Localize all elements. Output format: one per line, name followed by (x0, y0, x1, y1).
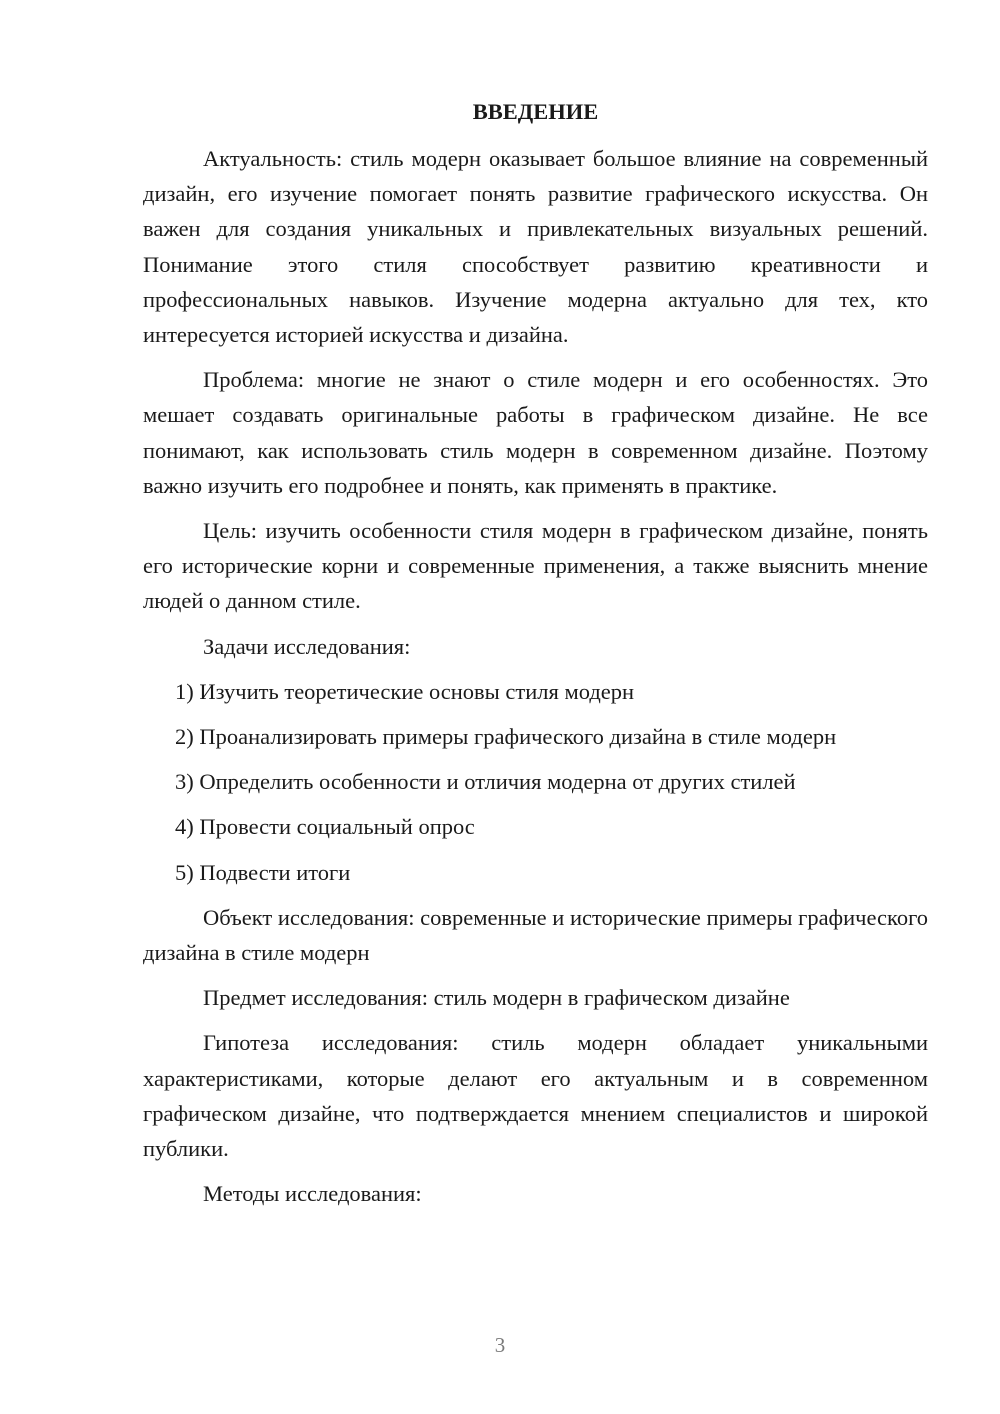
hypothesis-paragraph: Гипотеза исследования: стиль модерн обладает уникальными характеристиками, которые делают его актуальным и в современном графическом дизайне, что подтверждается мнением специалистов и широкой публики. (143, 1030, 928, 1162)
page-number: 3 (494, 1333, 506, 1357)
methods-heading: Методы исследования: (203, 1181, 422, 1207)
relevance-paragraph: Актуальность: стиль модерн оказывает большое влияние на современный дизайн, его изучение помогает понять развитие графического искусства. Он важен для создания уникальных и привлекательных визуальных решений. Понимание этого стиля способствует развитию креативности и профессиональных навыков. Изучение модерна актуально для тех, кто интересуется историей искусства и дизайна. (143, 146, 928, 348)
subject-paragraph: Предмет исследования: стиль модерн в графическом дизайне (203, 985, 790, 1011)
task-item: 1) Изучить теоретические основы стиля модерн (175, 678, 635, 704)
problem-paragraph: Проблема: многие не знают о стиле модерн и его особенностях. Это мешает создавать оригинальные работы в графическом дизайне. Не все понимают, как использовать стиль модерн в современном дизайне. Поэтому важно изучить его подробнее и понять, как применять в практике. (143, 367, 928, 498)
goal-paragraph: Цель: изучить особенности стиля модерн в графическом дизайне, понять его исторические корни и современные применения, а также выяснить мнение людей о данном стиле. (143, 518, 928, 614)
task-item: 4) Провести социальный опрос (175, 814, 475, 840)
object-paragraph: Объект исследования: современные и исторические примеры графического дизайна в стиле модерн (143, 904, 928, 966)
tasks-list (143, 674, 928, 890)
page-title: ВВЕДЕНИЕ (472, 99, 599, 124)
tasks-heading: Задачи исследования: (203, 633, 411, 659)
task-item: 5) Подвести итоги (175, 859, 351, 885)
page-content (143, 94, 928, 1221)
task-item: 3) Определить особенности и отличия модерна от других стилей (175, 769, 796, 795)
task-item: 2) Проанализировать примеры графического дизайна в стиле модерн (175, 724, 837, 750)
